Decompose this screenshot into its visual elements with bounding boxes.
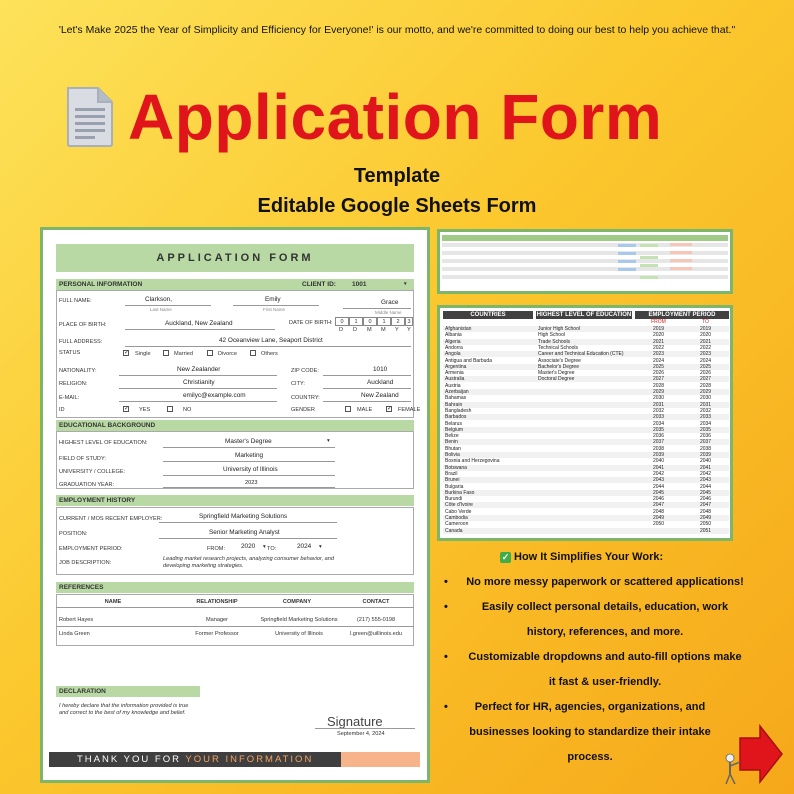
list-education: Junior High School: [538, 326, 580, 332]
nationality-value[interactable]: New Zealander: [177, 366, 221, 373]
full-address-line: [125, 346, 411, 347]
middle-name-line: [343, 308, 411, 309]
religion-label: RELIGION:: [59, 381, 88, 387]
ref-contact[interactable]: l.green@uillinois.edu: [349, 631, 402, 637]
list-country: Andorra: [445, 344, 463, 351]
thank-you-highlight: YOUR INFORMATION: [185, 754, 314, 765]
middle-name-caption: Middle Name: [375, 310, 402, 315]
list-country: Brunei: [445, 477, 460, 484]
zip-label: ZIP CODE:: [291, 368, 319, 374]
status-others-label: Others: [261, 351, 278, 357]
list-to-year: 2038: [699, 445, 712, 452]
city-value[interactable]: Auckland: [367, 379, 394, 386]
status-divorce-checkbox[interactable]: [207, 350, 213, 356]
list-from-year: 2039: [652, 452, 665, 458]
list-from-label: FROM: [651, 319, 666, 325]
dob-label: DATE OF BIRTH:: [289, 320, 333, 326]
dob-caption: M: [381, 327, 386, 333]
list-to-year: 2047: [699, 502, 712, 509]
list-to-year: 2025: [699, 363, 712, 370]
signature-text[interactable]: Signature: [327, 714, 383, 729]
field-of-study-line: [163, 461, 335, 462]
list-to-year: 2040: [699, 458, 712, 465]
thank-you-accent: [341, 752, 420, 767]
subtitle-template: Template: [353, 165, 441, 187]
list-to-year: 2041: [699, 464, 712, 471]
full-address-value[interactable]: 42 Oceanview Lane, Seaport District: [219, 337, 323, 344]
list-to-year: 2037: [699, 439, 712, 446]
bullet-line: Easily collect personal details, education, work: [481, 601, 729, 613]
list-from-year: 2041: [652, 464, 665, 471]
lists-sheet-preview: [437, 305, 733, 541]
bullet-line: No more messy paperwork or scattered applications!: [466, 576, 744, 588]
dob-digit[interactable]: 1: [349, 317, 363, 326]
client-id-label: CLIENT ID:: [302, 281, 336, 288]
bullet-dot-icon: •: [444, 651, 448, 663]
list-country: Azerbaijan: [445, 389, 469, 395]
list-to-year: 2046: [699, 496, 712, 503]
full-name-label: FULL NAME:: [59, 298, 92, 304]
list-country: Cambodia: [445, 515, 468, 521]
place-of-birth-line: [125, 329, 275, 330]
list-country: Bhutan: [445, 445, 461, 452]
country-label: COUNTRY:: [291, 395, 320, 401]
last-name-caption: Last Name: [150, 307, 172, 312]
declaration-section-title: DECLARATION: [59, 688, 106, 695]
email-label: E-MAIL:: [59, 395, 80, 401]
chevron-down-icon[interactable]: ▾: [319, 544, 322, 550]
city-line: [323, 388, 411, 389]
personal-section-title: PERSONAL INFORMATION: [59, 281, 143, 288]
list-to-year: 2023: [699, 351, 712, 358]
bullet-item: [440, 645, 770, 695]
ref-header-company: COMPANY: [282, 599, 312, 605]
document-icon: [64, 86, 116, 148]
list-country: Belgium: [445, 426, 464, 433]
how-title-row: [500, 551, 663, 563]
id-no-label: NO: [183, 407, 192, 413]
list-from-year: 2021: [652, 338, 665, 345]
list-to-year: 2030: [699, 395, 712, 402]
list-to-year: 2051: [699, 527, 712, 534]
list-education: Bachelor's Degree: [538, 363, 579, 370]
thank-you-text: THANK YOU FOR: [77, 754, 186, 765]
signature-date: September 4, 2024: [337, 731, 385, 737]
list-country: Albania: [445, 332, 462, 339]
education-section-title: EDUCATIONAL BACKGROUND: [59, 422, 156, 429]
list-country: Algeria: [445, 338, 461, 345]
list-country: Burundi: [445, 496, 463, 503]
zip-value[interactable]: 1010: [373, 366, 388, 373]
list-header-countries: COUNTRIES: [443, 311, 533, 319]
form-header: APPLICATION FORM: [56, 244, 414, 272]
list-from-year: 2034: [652, 420, 665, 427]
graduation-line: [163, 487, 335, 488]
list-country: Austria: [445, 382, 461, 389]
university-line: [163, 475, 335, 476]
chevron-down-icon[interactable]: ▾: [404, 281, 407, 287]
list-from-year: 2047: [652, 502, 665, 509]
list-from-year: 2026: [652, 370, 665, 377]
list-to-year: 2043: [699, 477, 712, 484]
from-label: FROM:: [207, 546, 226, 552]
list-from-year: 2032: [652, 407, 665, 414]
list-to-year: 2031: [699, 401, 712, 408]
list-country: Armenia: [445, 370, 464, 377]
list-country: Burkina Faso: [445, 489, 475, 496]
to-value[interactable]: 2024: [297, 543, 312, 550]
database-sheet-thumbnail: [440, 232, 730, 291]
status-married-checkbox[interactable]: [163, 350, 169, 356]
first-name-value[interactable]: Emily: [265, 296, 281, 303]
university-label: UNIVERSITY / COLLEGE:: [59, 469, 126, 475]
list-from-year: 2035: [652, 426, 665, 433]
id-no-checkbox[interactable]: [167, 406, 173, 412]
ref-company[interactable]: University of Illinois: [275, 631, 323, 637]
first-name-line: [233, 305, 319, 306]
list-to-year: 2029: [699, 389, 712, 395]
list-country: Bangladesh: [445, 407, 472, 414]
list-from-year: 2027: [652, 376, 665, 383]
chevron-down-icon[interactable]: ▾: [327, 438, 330, 444]
first-name-caption: First Name: [263, 307, 286, 312]
gender-female-checkbox[interactable]: ✓: [387, 406, 393, 412]
bullet-dot-icon: •: [444, 601, 448, 613]
full-address-label: FULL ADDRESS:: [59, 339, 103, 345]
list-to-year: 2050: [699, 521, 712, 528]
bullet-line: businesses looking to standardize their intake: [469, 726, 711, 738]
place-of-birth-label: PLACE OF BIRTH:: [59, 322, 107, 328]
dob-caption: Y: [395, 327, 399, 333]
ref-row-divider: [56, 626, 414, 627]
list-country: Belarus: [445, 420, 462, 427]
personal-section-bar: [56, 279, 414, 290]
ref-company[interactable]: Springfield Marketing Solutions: [260, 617, 338, 623]
list-country: Antigua and Barbuda: [445, 357, 492, 364]
email-value[interactable]: emilyc@example.com: [183, 392, 246, 399]
field-of-study-label: FIELD OF STUDY:: [59, 456, 106, 462]
job-description-label: JOB DESCRIPTION:: [59, 560, 112, 566]
gender-label: GENDER: [291, 407, 315, 413]
client-id-value[interactable]: 1001: [352, 281, 367, 288]
bullet-line: Customizable dropdowns and auto-fill options make: [468, 651, 742, 663]
list-to-year: 2049: [699, 515, 712, 521]
bullet-line: process.: [567, 751, 613, 763]
gender-female-label: FEMALE: [398, 407, 421, 413]
dob-digit[interactable]: 2: [391, 317, 405, 326]
bullet-line: Perfect for HR, agencies, organizations, and: [474, 701, 706, 713]
ref-relationship[interactable]: Manager: [205, 617, 229, 623]
gender-male-label: MALE: [357, 407, 373, 413]
list-header-period: EMPLOYMENT PERIOD: [635, 311, 729, 319]
graduation-label: GRADUATION YEAR:: [59, 482, 115, 488]
list-to-year: 2027: [699, 376, 712, 383]
education-level-line: [163, 447, 335, 448]
list-from-year: 2022: [652, 344, 665, 351]
to-label: TO:: [267, 546, 277, 552]
ref-header-name: NAME: [104, 599, 122, 605]
check-mark-icon: ✓: [501, 552, 510, 562]
list-from-year: 2042: [652, 470, 665, 477]
dob-caption: D: [339, 327, 344, 333]
pushing-arrow-icon: [722, 724, 784, 788]
list-from-year: 2038: [652, 445, 665, 452]
list-country: Belize: [445, 433, 459, 440]
status-married-label: Married: [174, 351, 193, 357]
list-country: Benin: [445, 439, 458, 446]
employment-section-bar: [56, 495, 414, 506]
position-label: POSITION:: [59, 531, 88, 537]
list-education: Associate's Degree: [538, 357, 581, 364]
nationality-label: NATIONALITY:: [59, 368, 97, 374]
dob-caption: D: [353, 327, 358, 333]
dob-caption: Y: [407, 327, 411, 333]
job-description-line1[interactable]: Leading market research projects, analyzing consumer behavior, and: [163, 556, 335, 562]
employment-section-title: EMPLOYMENT HISTORY: [59, 497, 136, 504]
from-value[interactable]: 2020: [241, 543, 256, 550]
list-to-year: 2020: [699, 332, 712, 339]
bullet-item: [440, 695, 740, 770]
list-country: Bahamas: [445, 395, 467, 402]
city-label: CITY:: [291, 381, 305, 387]
list-from-year: 2028: [652, 382, 665, 389]
list-country: Bolivia: [445, 452, 460, 458]
list-from-year: 2050: [652, 521, 665, 528]
nationality-line: [119, 375, 277, 376]
list-to-year: 2045: [699, 489, 712, 496]
list-education: Master's Degree: [538, 370, 575, 377]
status-others-checkbox[interactable]: [250, 350, 256, 356]
list-to-year: 2024: [699, 357, 712, 364]
application-form-preview: [40, 227, 430, 783]
declaration-text-line1: I hereby declare that the information provided is true: [59, 703, 189, 709]
list-from-year: 2031: [652, 401, 665, 408]
list-education: Career and Technical Education (CTE): [538, 351, 624, 358]
motto: 'Let's Make 2025 the Year of Simplicity and Efficiency for Everyone!' is our motto, and we're committed to doing our best to help you achieve that.": [58, 24, 736, 36]
list-to-year: 2035: [699, 426, 712, 433]
list-country: Angola: [445, 351, 461, 358]
list-to-year: 2022: [699, 344, 712, 351]
employer-value[interactable]: Springfield Marketing Solutions: [199, 513, 288, 520]
zip-line: [323, 375, 411, 376]
list-to-year: 2036: [699, 433, 712, 440]
list-to-year: 2044: [699, 483, 712, 490]
list-country: Bosnia and Herzegovina: [445, 458, 500, 465]
bullet-line: it fast & user-friendly.: [548, 676, 662, 688]
religion-value[interactable]: Christianity: [183, 379, 215, 386]
field-of-study-value[interactable]: Marketing: [235, 452, 264, 459]
list-from-year: 2037: [652, 439, 665, 446]
list-from-year: 2023: [652, 351, 665, 358]
middle-name-value[interactable]: Grace: [381, 299, 399, 306]
list-country: Afghanistan: [445, 326, 472, 332]
list-to-year: 2019: [699, 326, 712, 332]
list-to-year: 2028: [699, 382, 712, 389]
list-country: Côte d'Ivoire: [445, 502, 473, 509]
list-to-year: 2039: [699, 452, 712, 458]
list-education: High School: [538, 332, 565, 339]
list-education: Technical Schools: [538, 344, 579, 351]
list-from-year: 2048: [652, 508, 665, 515]
graduation-value[interactable]: 2023: [245, 480, 258, 486]
education-level-label: HIGHEST LEVEL OF EDUCATION:: [59, 440, 148, 446]
university-value[interactable]: University of Illinois: [223, 466, 278, 473]
list-from-year: 2046: [652, 496, 665, 503]
list-from-year: 2020: [652, 332, 665, 339]
bullet-item: [440, 570, 770, 595]
list-country: Argentina: [445, 363, 467, 370]
last-name-value[interactable]: Clarkson,: [145, 296, 172, 303]
id-label: ID: [59, 407, 65, 413]
signature-line: [315, 728, 415, 729]
gender-male-checkbox[interactable]: [345, 406, 351, 412]
employer-line: [159, 522, 337, 523]
references-section-title: REFERENCES: [59, 584, 104, 591]
chevron-down-icon[interactable]: ▾: [263, 544, 266, 550]
list-to-year: 2033: [699, 414, 712, 421]
ref-header-contact: CONTACT: [362, 599, 390, 605]
list-from-year: 2029: [652, 389, 665, 395]
bullet-dot-icon: •: [444, 701, 448, 713]
list-from-year: 2044: [652, 483, 665, 490]
bullet-item: [440, 595, 770, 645]
list-to-year: 2026: [699, 370, 712, 377]
dob-digit[interactable]: 0: [335, 317, 349, 326]
declaration-section-bar: [56, 686, 200, 697]
ref-contact[interactable]: (217) 555-0198: [356, 617, 396, 623]
bullet-dot-icon: •: [444, 576, 448, 588]
list-from-year: 2045: [652, 489, 665, 496]
list-education: Trade Schools: [538, 338, 571, 345]
employer-label: CURRENT / MOS RECENT EMPLOYER:: [59, 516, 163, 522]
list-country: Brazil: [445, 470, 458, 477]
list-from-year: 2025: [652, 363, 665, 370]
country-line: [323, 401, 411, 402]
list-to-year: 2042: [699, 470, 712, 477]
position-value[interactable]: Senior Marketing Analyst: [209, 529, 280, 536]
ref-name[interactable]: Linda Green: [59, 631, 90, 637]
ref-name[interactable]: Robert Hayes: [59, 617, 94, 623]
list-from-year: 2043: [652, 477, 665, 484]
list-country: Cabo Verde: [445, 508, 472, 515]
list-from-year: 2024: [652, 357, 665, 364]
email-line: [119, 401, 277, 402]
job-description-line2[interactable]: developing marketing strategies.: [163, 563, 244, 569]
education-section-bar: [56, 420, 414, 431]
list-country: Canada: [445, 527, 463, 534]
status-single-label: Single: [135, 351, 151, 357]
database-sheet-preview: [437, 229, 733, 294]
ref-relationship[interactable]: Former Professor: [195, 631, 239, 637]
list-country: Bahrain: [445, 401, 463, 408]
employment-period-label: EMPLOYMENT PERIOD:: [59, 546, 123, 552]
list-country: Barbados: [445, 414, 467, 421]
religion-line: [119, 388, 277, 389]
list-from-year: 2036: [652, 433, 665, 440]
status-divorce-label: Divorce: [218, 351, 237, 357]
list-education: Doctoral Degree: [538, 376, 575, 383]
list-country: Cameroon: [445, 521, 469, 528]
place-of-birth-value[interactable]: Auckland, New Zealand: [165, 320, 233, 327]
list-to-year: 2021: [699, 338, 712, 345]
list-to-label: TO: [702, 319, 709, 325]
declaration-text-line2: and correct to the best of my knowledge and belief.: [59, 710, 186, 716]
list-from-year: 2033: [652, 414, 665, 421]
country-value[interactable]: New Zealand: [361, 392, 399, 399]
list-country: Australia: [445, 376, 465, 383]
ref-header-divider: [56, 607, 414, 608]
list-from-year: 2049: [652, 515, 665, 521]
page-title: Application Form: [128, 81, 663, 153]
last-name-line: [125, 305, 211, 306]
references-section-bar: [56, 582, 414, 593]
list-from-year: 2040: [652, 458, 665, 465]
dob-digit[interactable]: 0: [363, 317, 377, 326]
list-country: Bulgaria: [445, 483, 464, 490]
dob-digit[interactable]: 1: [377, 317, 391, 326]
how-title: How It Simplifies Your Work:: [514, 551, 664, 563]
position-line: [159, 538, 337, 539]
list-to-year: 2048: [699, 508, 712, 515]
subtitle-editable: Editable Google Sheets Form: [257, 195, 537, 217]
title-row: [0, 80, 794, 160]
list-from-year: 2030: [652, 395, 665, 402]
id-yes-checkbox[interactable]: ✓: [124, 406, 130, 412]
id-yes-label: YES: [139, 407, 151, 413]
status-single-checkbox[interactable]: ✓: [124, 350, 130, 356]
list-from-year: 2019: [652, 326, 665, 332]
list-header-education: HIGHEST LEVEL OF EDUCATION: [536, 312, 632, 318]
list-country: Botswana: [445, 464, 467, 471]
dob-digit[interactable]: 3: [405, 317, 413, 326]
ref-header-relationship: RELATIONSHIP: [196, 599, 238, 605]
bullet-line: history, references, and more.: [526, 626, 684, 638]
list-to-year: 2034: [699, 420, 712, 427]
dob-caption: M: [367, 327, 372, 333]
status-label: STATUS: [59, 350, 81, 356]
list-to-year: 2032: [699, 407, 712, 414]
education-level-value[interactable]: Master's Degree: [225, 438, 272, 445]
